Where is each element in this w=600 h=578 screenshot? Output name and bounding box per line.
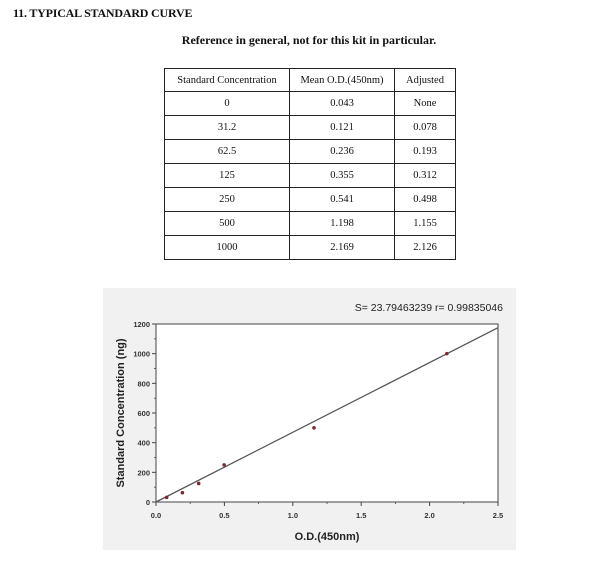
table-header-row xyxy=(165,69,456,92)
table-row xyxy=(165,236,456,260)
svg-text:800: 800 xyxy=(137,379,150,389)
svg-text:1.0: 1.0 xyxy=(287,511,299,520)
cell-mean-od: 2.169 xyxy=(290,236,395,260)
cell-mean-od: 0.541 xyxy=(290,188,395,212)
table-row xyxy=(165,188,456,212)
svg-text:2.5: 2.5 xyxy=(492,511,504,520)
data-point xyxy=(181,491,185,495)
svg-text:0.0: 0.0 xyxy=(150,511,162,520)
x-axis-label: O.D.(450nm) xyxy=(294,531,360,543)
standard-curve-chart xyxy=(103,288,516,550)
svg-text:1200: 1200 xyxy=(133,320,150,329)
cell-adjusted: None xyxy=(395,92,456,116)
cell-adjusted: 0.498 xyxy=(395,188,456,212)
cell-adjusted: 1.155 xyxy=(395,212,456,236)
header-adjusted: Adjusted xyxy=(395,69,456,92)
cell-concentration: 125 xyxy=(165,164,290,188)
y-axis-label: Standard Concentration (ng) xyxy=(115,338,127,488)
svg-text:1000: 1000 xyxy=(133,349,150,359)
y-axis-ticks xyxy=(133,320,156,507)
cell-adjusted: 0.078 xyxy=(395,116,456,140)
cell-concentration: 31.2 xyxy=(165,116,290,140)
cell-adjusted: 0.312 xyxy=(395,164,456,188)
table-row xyxy=(165,140,456,164)
section-title: 11. TYPICAL STANDARD CURVE xyxy=(13,6,193,20)
cell-mean-od: 0.121 xyxy=(290,116,395,140)
cell-concentration: 0 xyxy=(165,92,290,116)
cell-mean-od: 0.236 xyxy=(290,140,395,164)
svg-text:0.5: 0.5 xyxy=(219,511,230,520)
cell-concentration: 1000 xyxy=(165,236,290,260)
data-point xyxy=(165,496,169,500)
data-point xyxy=(222,463,226,467)
fit-annotation: S= 23.79463239 r= 0.99835046 xyxy=(354,302,503,314)
data-point xyxy=(197,482,201,486)
data-point xyxy=(445,352,449,356)
cell-mean-od: 0.355 xyxy=(290,164,395,188)
cell-adjusted: 0.193 xyxy=(395,140,456,164)
cell-mean-od: 0.043 xyxy=(290,92,395,116)
standard-curve-table xyxy=(164,68,456,260)
svg-text:0: 0 xyxy=(145,498,150,507)
subtitle: Reference in general, not for this kit in particular. xyxy=(181,33,437,47)
table-row xyxy=(165,92,456,116)
svg-text:2.0: 2.0 xyxy=(424,511,435,520)
svg-text:200: 200 xyxy=(137,468,150,478)
cell-concentration: 500 xyxy=(165,212,290,236)
cell-mean-od: 1.198 xyxy=(290,212,395,236)
x-axis-ticks xyxy=(151,502,503,520)
chart-canvas xyxy=(103,288,516,550)
cell-concentration: 62.5 xyxy=(165,140,290,164)
table-row xyxy=(165,212,456,236)
header-mean-od: Mean O.D.(450nm) xyxy=(290,69,395,92)
svg-text:600: 600 xyxy=(137,409,150,418)
table-row xyxy=(165,116,456,140)
cell-adjusted: 2.126 xyxy=(395,236,456,260)
cell-concentration: 250 xyxy=(165,188,290,212)
table-row xyxy=(165,164,456,188)
data-point xyxy=(312,426,316,430)
svg-text:1.5: 1.5 xyxy=(355,511,367,520)
svg-text:400: 400 xyxy=(137,438,150,448)
header-standard-concentration: Standard Concentration xyxy=(165,69,290,92)
